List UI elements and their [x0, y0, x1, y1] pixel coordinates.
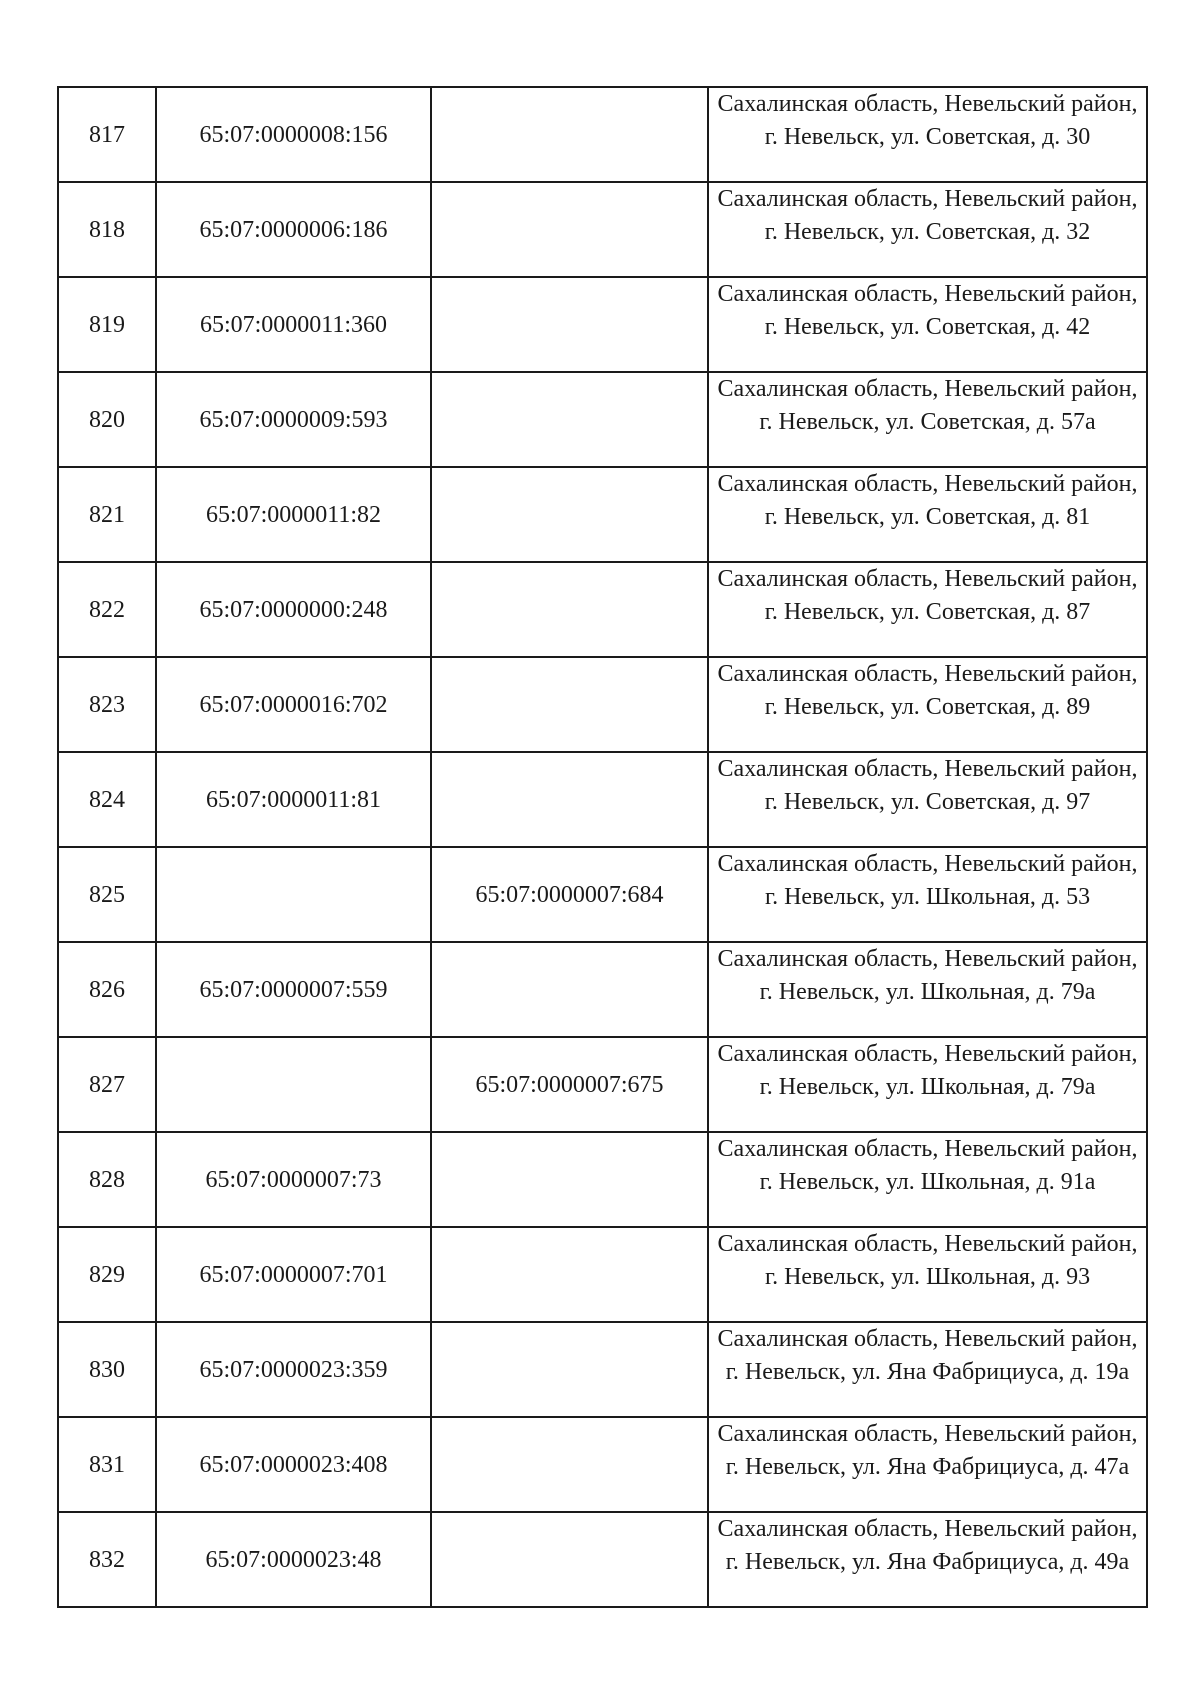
cadastral-number: 65:07:0000007:73 — [156, 1132, 431, 1227]
row-number: 829 — [58, 1227, 156, 1322]
cadastral-number: 65:07:0000016:702 — [156, 657, 431, 752]
cadastral-number-alt — [431, 467, 708, 562]
cadastral-number: 65:07:0000008:156 — [156, 87, 431, 182]
address: Сахалинская область, Невельский район, г. Невельск, ул. Советская, д. 81 — [708, 467, 1147, 562]
table-row — [58, 87, 1147, 182]
row-number: 823 — [58, 657, 156, 752]
row-number: 828 — [58, 1132, 156, 1227]
registry-table — [57, 86, 1148, 1608]
cadastral-number: 65:07:0000000:248 — [156, 562, 431, 657]
cadastral-number-alt — [431, 182, 708, 277]
row-number: 817 — [58, 87, 156, 182]
address: Сахалинская область, Невельский район, г. Невельск, ул. Советская, д. 30 — [708, 87, 1147, 182]
address: Сахалинская область, Невельский район, г. Невельск, ул. Школьная, д. 91а — [708, 1132, 1147, 1227]
address: Сахалинская область, Невельский район, г. Невельск, ул. Советская, д. 89 — [708, 657, 1147, 752]
address: Сахалинская область, Невельский район, г. Невельск, ул. Школьная, д. 93 — [708, 1227, 1147, 1322]
cadastral-number: 65:07:0000023:48 — [156, 1512, 431, 1607]
table-row — [58, 562, 1147, 657]
cadastral-number: 65:07:0000006:186 — [156, 182, 431, 277]
address: Сахалинская область, Невельский район, г. Невельск, ул. Советская, д. 87 — [708, 562, 1147, 657]
table-row — [58, 277, 1147, 372]
cadastral-number-alt — [431, 372, 708, 467]
table-row — [58, 752, 1147, 847]
cadastral-number-alt — [431, 942, 708, 1037]
cadastral-number: 65:07:0000007:701 — [156, 1227, 431, 1322]
table-row — [58, 182, 1147, 277]
address: Сахалинская область, Невельский район, г. Невельск, ул. Советская, д. 57а — [708, 372, 1147, 467]
table-row — [58, 1512, 1147, 1607]
cadastral-number — [156, 1037, 431, 1132]
row-number: 825 — [58, 847, 156, 942]
cadastral-number: 65:07:0000023:408 — [156, 1417, 431, 1512]
row-number: 818 — [58, 182, 156, 277]
cadastral-number: 65:07:0000011:82 — [156, 467, 431, 562]
table-row — [58, 942, 1147, 1037]
cadastral-number: 65:07:0000011:360 — [156, 277, 431, 372]
table-row — [58, 1227, 1147, 1322]
registry-table-body — [58, 87, 1147, 1607]
cadastral-number-alt — [431, 87, 708, 182]
cadastral-number-alt — [431, 1132, 708, 1227]
row-number: 832 — [58, 1512, 156, 1607]
row-number: 824 — [58, 752, 156, 847]
cadastral-number-alt — [431, 1512, 708, 1607]
row-number: 831 — [58, 1417, 156, 1512]
row-number: 826 — [58, 942, 156, 1037]
row-number: 819 — [58, 277, 156, 372]
row-number: 830 — [58, 1322, 156, 1417]
address: Сахалинская область, Невельский район, г. Невельск, ул. Советская, д. 97 — [708, 752, 1147, 847]
address: Сахалинская область, Невельский район, г. Невельск, ул. Школьная, д. 53 — [708, 847, 1147, 942]
address: Сахалинская область, Невельский район, г. Невельск, ул. Советская, д. 42 — [708, 277, 1147, 372]
row-number: 827 — [58, 1037, 156, 1132]
cadastral-number: 65:07:0000011:81 — [156, 752, 431, 847]
table-row — [58, 657, 1147, 752]
table-row — [58, 1322, 1147, 1417]
cadastral-number — [156, 847, 431, 942]
cadastral-number-alt — [431, 562, 708, 657]
row-number: 822 — [58, 562, 156, 657]
table-row — [58, 467, 1147, 562]
cadastral-number-alt: 65:07:0000007:675 — [431, 1037, 708, 1132]
table-row — [58, 1417, 1147, 1512]
row-number: 821 — [58, 467, 156, 562]
address: Сахалинская область, Невельский район, г. Невельск, ул. Советская, д. 32 — [708, 182, 1147, 277]
row-number: 820 — [58, 372, 156, 467]
table-row — [58, 1037, 1147, 1132]
address: Сахалинская область, Невельский район, г. Невельск, ул. Школьная, д. 79а — [708, 1037, 1147, 1132]
cadastral-number: 65:07:0000023:359 — [156, 1322, 431, 1417]
address: Сахалинская область, Невельский район, г. Невельск, ул. Яна Фабрициуса, д. 49а — [708, 1512, 1147, 1607]
cadastral-number: 65:07:0000009:593 — [156, 372, 431, 467]
address: Сахалинская область, Невельский район, г. Невельск, ул. Яна Фабрициуса, д. 47а — [708, 1417, 1147, 1512]
table-row — [58, 1132, 1147, 1227]
cadastral-number-alt — [431, 277, 708, 372]
cadastral-number-alt — [431, 752, 708, 847]
cadastral-number-alt — [431, 1227, 708, 1322]
address: Сахалинская область, Невельский район, г. Невельск, ул. Яна Фабрициуса, д. 19а — [708, 1322, 1147, 1417]
table-row — [58, 847, 1147, 942]
cadastral-number: 65:07:0000007:559 — [156, 942, 431, 1037]
cadastral-number-alt: 65:07:0000007:684 — [431, 847, 708, 942]
table-row — [58, 372, 1147, 467]
cadastral-number-alt — [431, 1417, 708, 1512]
cadastral-number-alt — [431, 657, 708, 752]
address: Сахалинская область, Невельский район, г. Невельск, ул. Школьная, д. 79а — [708, 942, 1147, 1037]
cadastral-number-alt — [431, 1322, 708, 1417]
